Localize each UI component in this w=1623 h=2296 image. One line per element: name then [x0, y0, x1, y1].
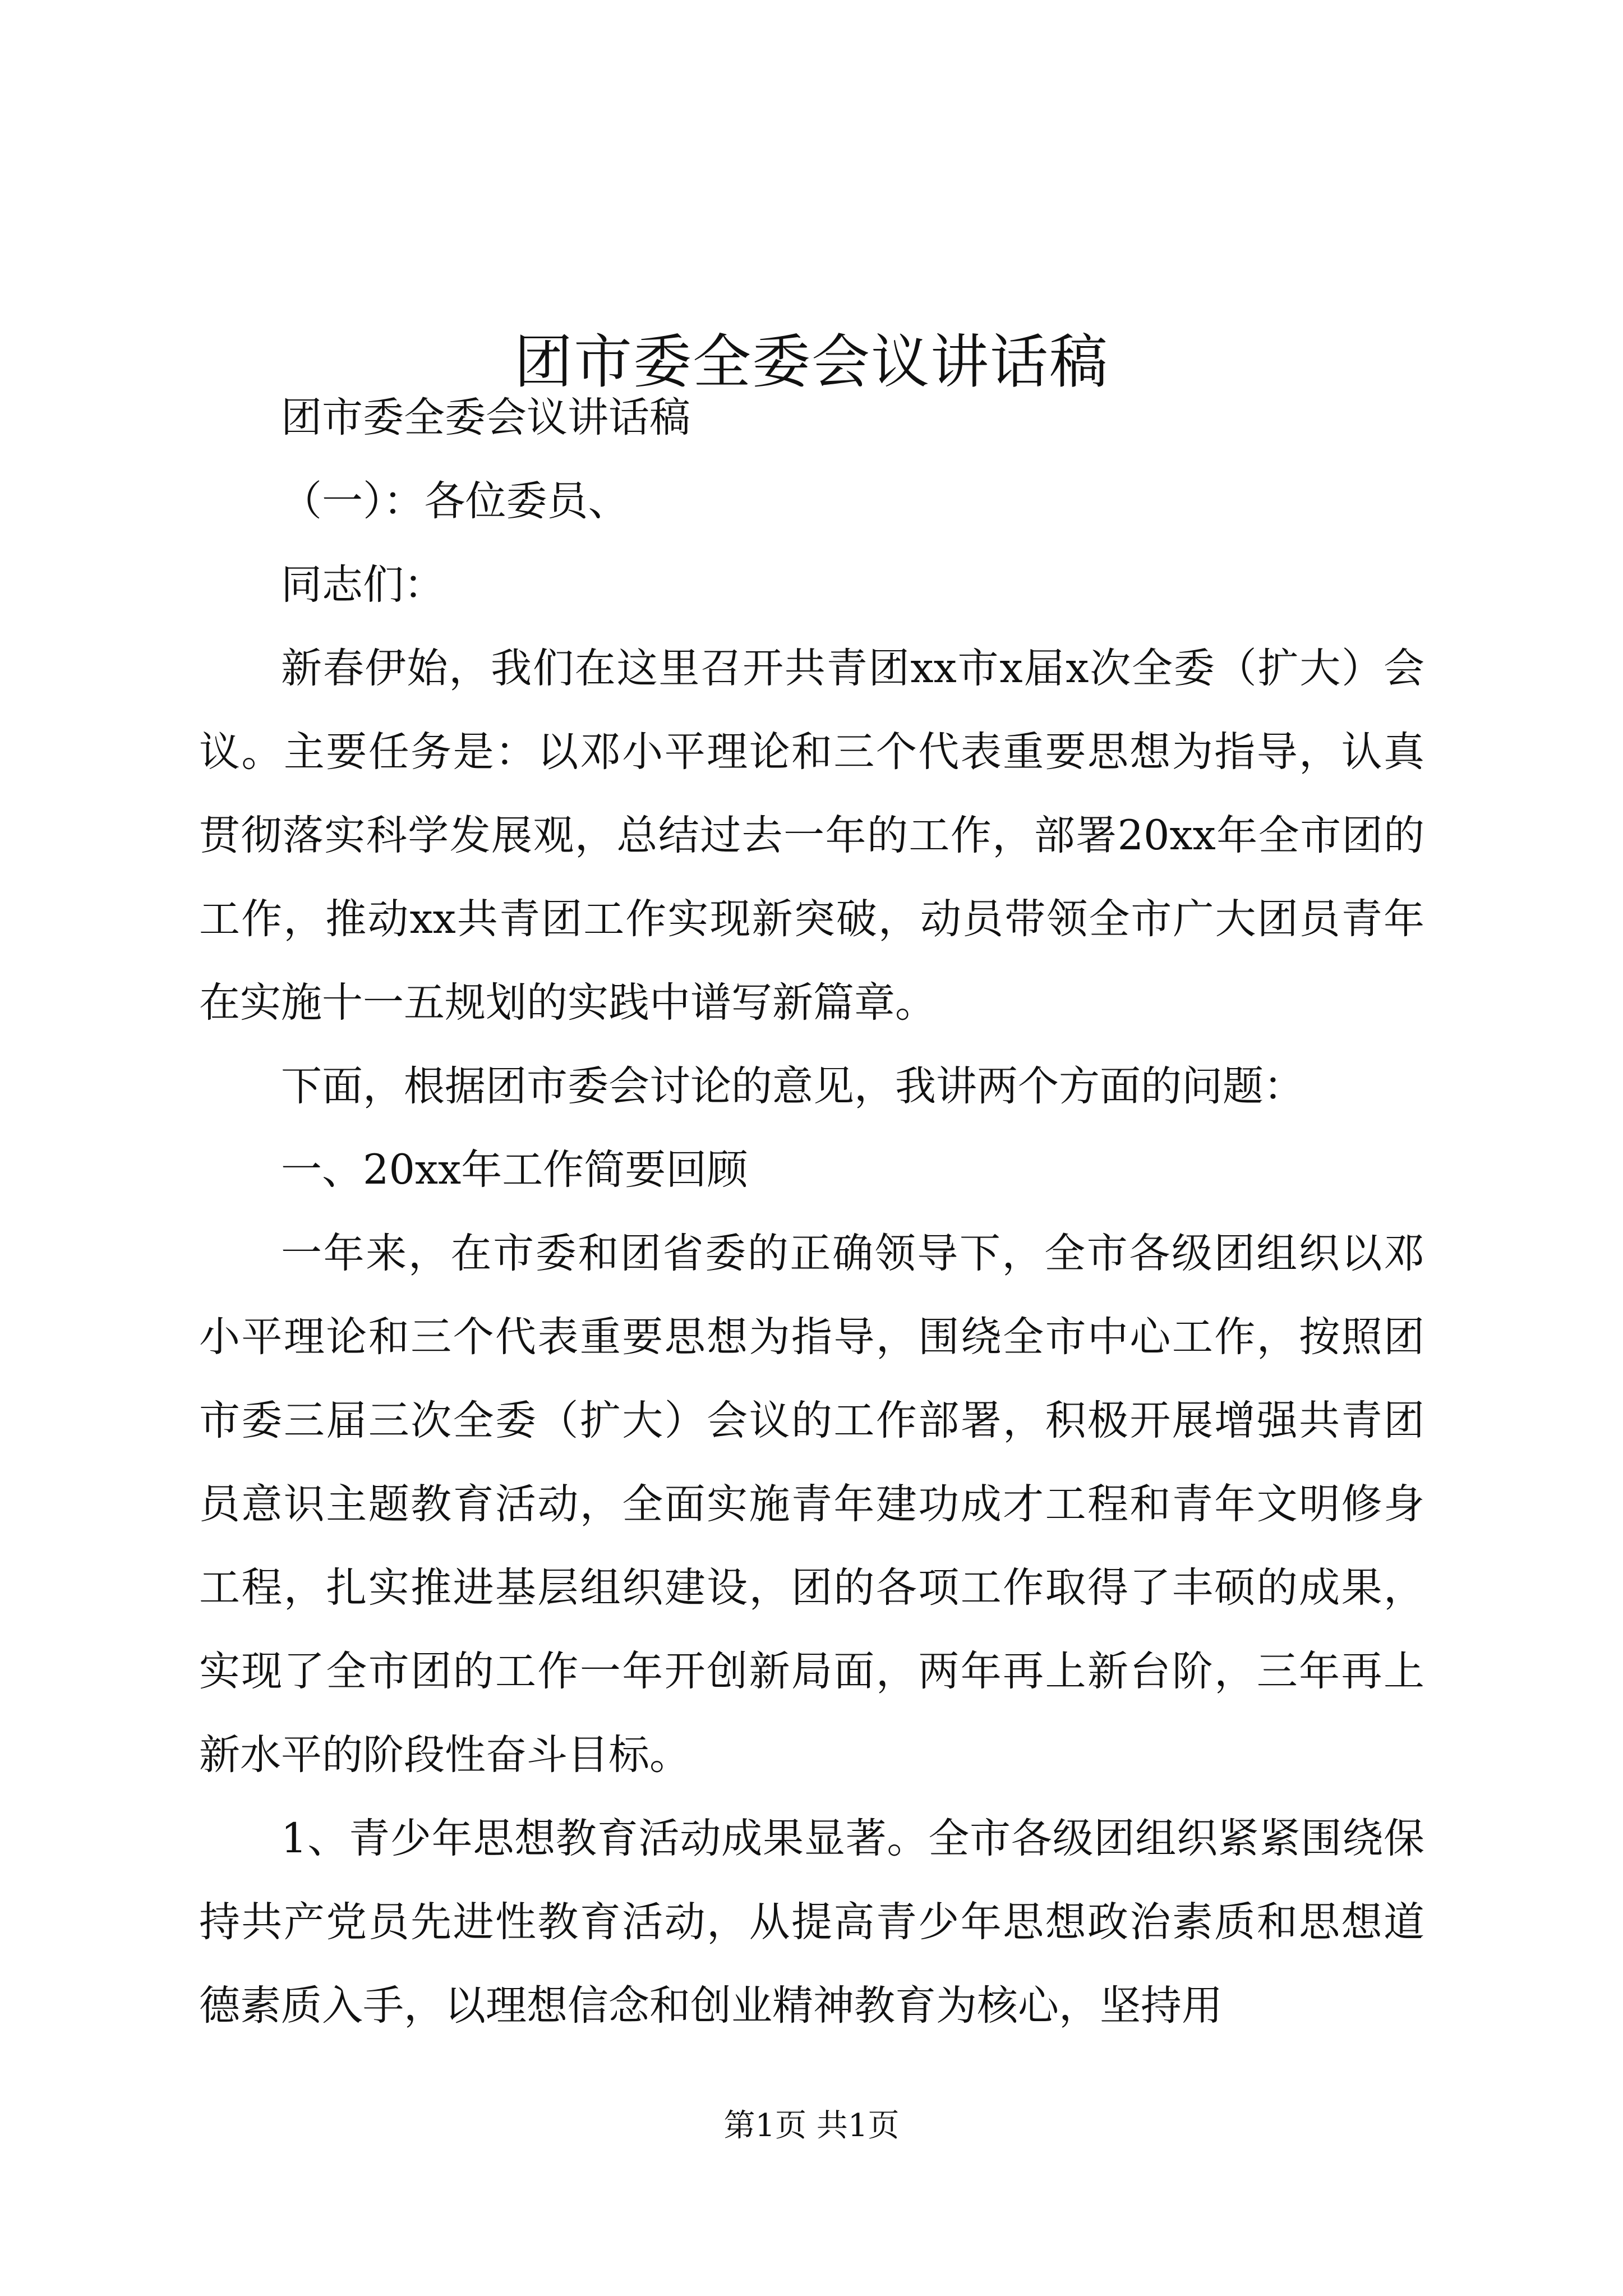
page-footer: 第1页 共1页: [723, 2108, 900, 2144]
paragraph-subtitle: 团市委全委会议讲话稿: [281, 394, 690, 441]
paragraph-salutation-2: 同志们：: [281, 561, 445, 609]
paragraph-outline: 下面，根据团市委会讨论的意见，我讲两个方面的问题：: [281, 1062, 1304, 1110]
section-heading-review: 一、20xx年工作简要回顾: [281, 1146, 748, 1194]
document-title: 团市委全委会议讲话稿: [514, 327, 1109, 396]
paragraph-salutation-1: （一）：各位委员、: [281, 477, 629, 525]
paragraph-opening: 新春伊始，我们在这里召开共青团xx市x届x次全委（扩大）会议。主要任务是：以邓小平理论和三个代表重要思想为指导，认真贯彻落实科学发展观，总结过去一年的工作，部署20xx年全市团的工作，推动xx共青团工作实现新突破，动员带领全市广大团员青年在实施十一五规划的实践中谱写新篇章。: [199, 645, 1424, 1027]
paragraph-item-1: 1、青少年思想教育活动成果显著。全市各级团组织紧紧围绕保持共产党员先进性教育活动，从提高青少年思想政治素质和思想道德素质入手，以理想信念和创业精神教育为核心，坚持用: [199, 1815, 1424, 2030]
paragraph-review: 一年来，在市委和团省委的正确领导下，全市各级团组织以邓小平理论和三个代表重要思想为指导，围绕全市中心工作，按照团市委三届三次全委（扩大）会议的工作部署，积极开展增强共青团员意识主题教育活动，全面实施青年建功成才工程和青年文明修身工程，扎实推进基层组织建设，团的各项工作取得了丰硕的成果，实现了全市团的工作一年开创新局面，两年再上新台阶，三年再上新水平的阶段性奋斗目标。: [199, 1230, 1424, 1779]
document-body: [199, 376, 1424, 2047]
